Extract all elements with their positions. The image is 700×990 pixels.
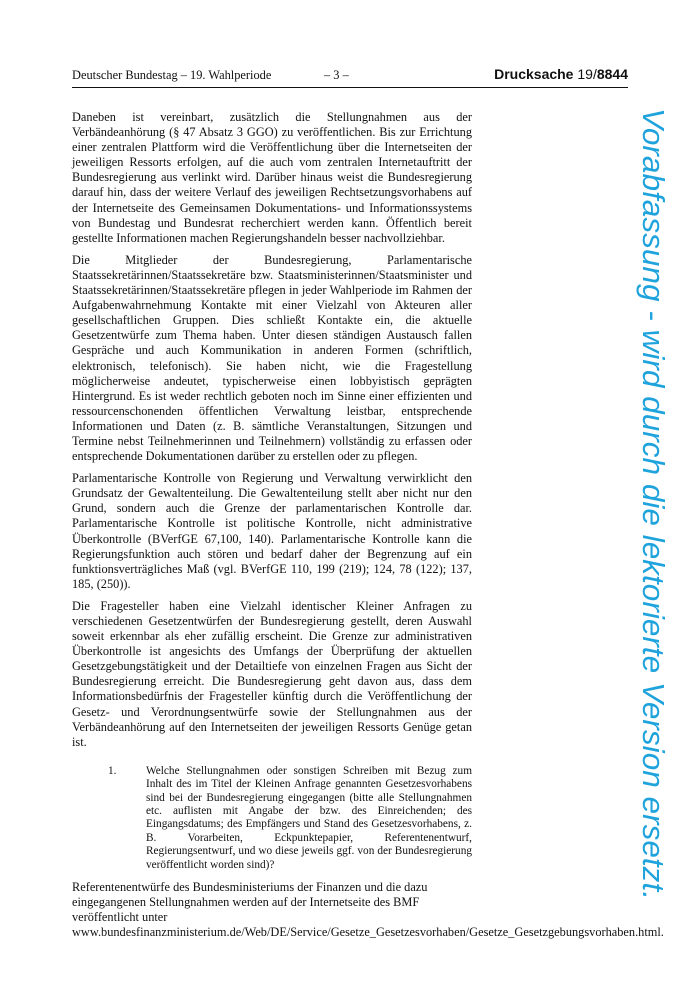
paragraph: Parlamentarische Kontrolle von Regierung und Verwaltung verwirklicht den Grundsatz der Gewaltenteilung. Die Gewaltenteilung stellt aber nicht nur den Grund, sondern auch die Grenze der parlamentarischen Kontrolle dar. Parlamentarische Kontrolle ist politische Kontrolle, nicht administrative Überkontrolle (BVerfGE 67,100, 140). Parlamentarische Kontrolle kann die Regierungsfunktion auch stören und bedarf daher der Begrenzung auf ein funktionsverträgliches Maß (vgl. BVerfGE 110, 199 (219); 124, 78 (122); 137, 185, (250)). (72, 471, 472, 591)
paragraph: Die Mitglieder der Bundesregierung, Parlamentarische Staatssekretärinnen/Staatssekretäre bzw. Staatsministerinnen/Staatsminister und Staatssekretärinnen/Staatssekretäre pflegen in jeder Wahlperiode im Rahmen der Aufgabenwahrnehmung Kontakte mit einer Vielzahl von Akteuren aller gesellschaftlichen Gruppen. Dies schließt Kontakte ein, die aktuelle Gesetzentwürfe zum Thema haben. Unter diesen ständigen Austausch fallen Gespräche und auch Kommunikation in anderen Formen (schriftlich, elektronisch, telefonisch). Sie haben nicht, wie die Fragestellung möglicherweise andeutet, typischerweise einen lobbyistisch geprägten Hintergrund. Es ist weder rechtlich geboten noch im Sinne einer effizienten und ressourcenschonenden öffentlichen Verwaltung leistbar, entsprechende Informationen und Daten (z. B. sämtliche Veranstaltungen, Sitzungen und Termine nebst Teilnehmerinnen und Teilnehmern) vollständig zu erfassen oder entsprechende Dokumentationen darüber zu erstellen oder zu pflegen. (72, 252, 472, 464)
page-header (72, 66, 628, 88)
paragraph: Die Fragesteller haben eine Vielzahl identischer Kleiner Anfragen zu verschiedenen Gesetzentwürfen der Bundesregierung gestellt, deren Auswahl soweit erkennbar als eher zufällig erscheint. Die Grenze zur administrativen Überkontrolle ist angesichts des Umfangs der Überprüfung der aktuellen Gesetzgebungstätigkeit und der Detailtiefe von einzelnen Fragen aus Sicht der Bundesregierung erreicht. Die Bundesregierung geht davon aus, dass dem Informationsbedürfnis der Fragesteller künftig durch die Veröffentlichung der Gesetz- und Verordnungsentwürfe sowie der Stellungnahmen aus der Verbändeanhörung auf den Internetseiten der jeweiligen Ressorts Genüge getan ist. (72, 598, 472, 749)
document-number-value: 8844 (596, 66, 628, 82)
draft-stamp-text: Vorabfassung - wird durch die lektorierte Version ersetzt. (636, 108, 671, 887)
paragraph: Daneben ist vereinbart, zusätzlich die Stellungnahmen aus der Verbändeanhörung (§ 47 Absatz 3 GGO) zu veröffentlichen. Bis zur Errichtung einer zentralen Plattform wird die Veröffentlichung über die Internetseiten der jeweiligen Ressorts erfolgen, auf die auch vom zentralen Internetauftritt der Bundesregierung aus verlinkt wird. Darüber hinaus weist die Bundesregierung darauf hin, dass der weitere Verlauf des jeweiligen Rechtsetzungsvorhabens auf der Internetseite des Gemeinsamen Dokumentations- und Informationssystems von Bundestag und Bundesrat recherchiert werden kann. Öffentlich bereit gestellte Informationen machen Regierungshandeln besser nachvollziehbar. (72, 110, 472, 245)
question-number: 1. (108, 764, 117, 777)
header-rule (72, 87, 628, 88)
answer-paragraph: Referentenentwürfe des Bundesministeriums der Finanzen und die dazu eingegangenen Stellungnahmen werden auf der Internetseite des BMF veröffentlicht unter www.bundesfinanzministerium.de/Web/DE/Service/Gesetze_Gesetzesvorhaben/Gesetze_Gesetzgebungsvorhaben.html. (72, 880, 664, 940)
document-number (494, 66, 628, 82)
page-number: – 3 – (324, 68, 349, 82)
document-number-prefix: 19/ (577, 66, 597, 82)
question-text: Welche Stellungnahmen oder sonstigen Schreiben mit Bezug zum Inhalt des im Titel der Kleinen Anfrage genannten Gesetzesvorhabens sind bei der Bundesregierung eingegangen (bitte alle Stellungnahmen etc. auflisten mit Angabe der bzw. des Einreichenden; des Eingangsdatums; des Empfängers und Stand des Gesetzesvorhabens, z. B. Vorarbeiten, Eckpunktepapier, Referentenentwurf, Regierungsentwurf, und wo diese jeweils ggf. von der Bundesregierung veröffentlicht worden sind)? (146, 764, 472, 871)
document-label: Drucksache (494, 66, 574, 82)
draft-stamp (626, 108, 686, 908)
question-item (72, 765, 472, 872)
header-publication: Deutscher Bundestag – 19. Wahlperiode (72, 68, 272, 82)
